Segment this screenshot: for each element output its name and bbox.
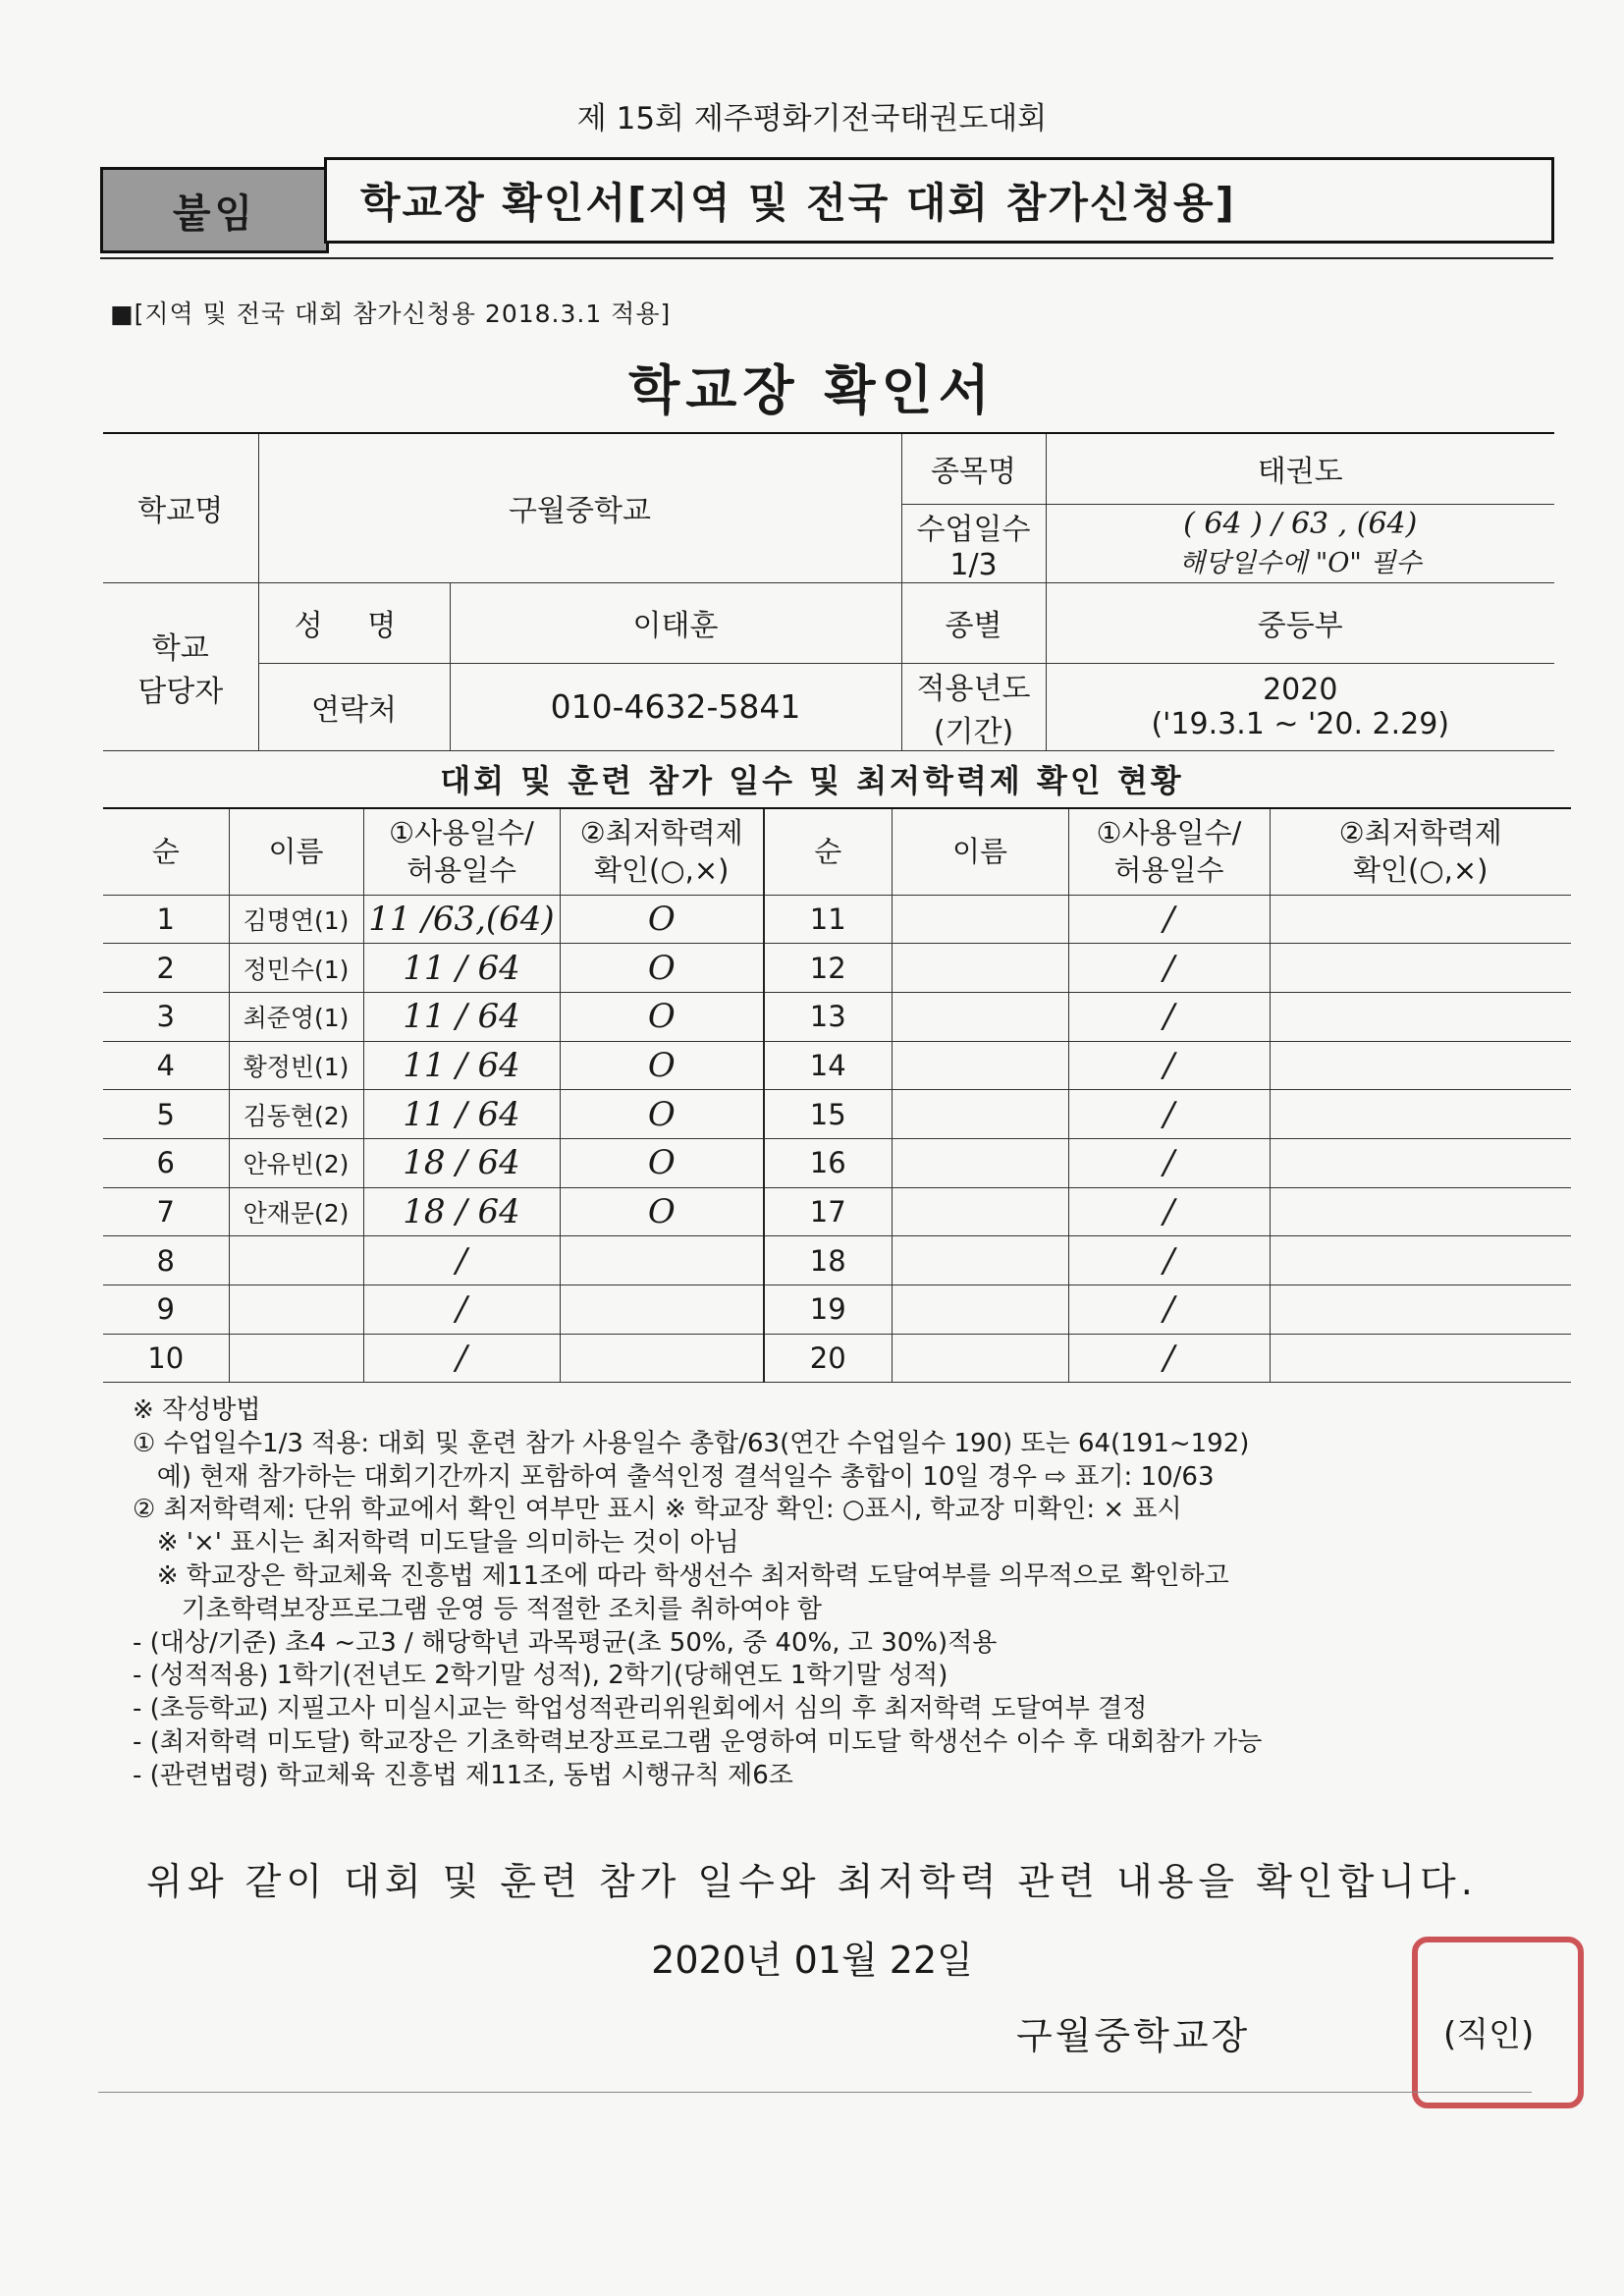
row-no: 19 [764, 1285, 892, 1335]
row-no: 8 [103, 1236, 229, 1285]
contact-group-line2: 담당자 [137, 674, 224, 709]
category-label: 종별 [901, 582, 1046, 663]
year-label-line2: (기간) [933, 714, 1014, 749]
row-no: 10 [103, 1334, 229, 1383]
row-check [1270, 895, 1571, 944]
row-check: O [560, 1090, 764, 1139]
contact-group-label [103, 582, 258, 750]
row-no: 7 [103, 1187, 229, 1236]
row-no: 12 [764, 944, 892, 993]
row-days: / [1068, 1236, 1270, 1285]
table-row [103, 1187, 1571, 1236]
row-name [892, 1236, 1068, 1285]
row-days: / [363, 1236, 560, 1285]
table-row [103, 1236, 1571, 1285]
row-no: 11 [764, 895, 892, 944]
row-no: 16 [764, 1138, 892, 1187]
header-check-2: 확인(○,×) [594, 853, 730, 888]
event-label: 종목명 [901, 433, 1046, 504]
header-no: 순 [103, 808, 229, 895]
row-no: 2 [103, 944, 229, 993]
row-no: 20 [764, 1334, 892, 1383]
row-name [892, 1334, 1068, 1383]
row-check: O [560, 1138, 764, 1187]
row-no: 5 [103, 1090, 229, 1139]
row-no: 1 [103, 895, 229, 944]
class-days-label [901, 504, 1046, 582]
row-check [1270, 1090, 1571, 1139]
event-value: 태권도 [1046, 433, 1554, 504]
row-check [1270, 1334, 1571, 1383]
class-days-label-line2: 1/3 [949, 547, 998, 582]
row-days: / [1068, 1285, 1270, 1335]
category-value: 중등부 [1046, 582, 1554, 663]
row-name: 황정빈(1) [229, 1041, 363, 1090]
class-days-label-line1: 수업일수 [916, 512, 1031, 547]
table-row [103, 1090, 1571, 1139]
header-no: 순 [764, 808, 892, 895]
header-days [1068, 808, 1270, 895]
row-check [1270, 992, 1571, 1041]
phone-value: 010-4632-5841 [450, 663, 901, 750]
row-name [892, 895, 1068, 944]
instructions [133, 1394, 1566, 1793]
name-value: 이태훈 [450, 582, 901, 663]
row-check: O [560, 1041, 764, 1090]
header-check-1: ②최저학력제 [579, 816, 743, 850]
header-days-2: 허용일수 [1113, 853, 1224, 888]
row-check: O [560, 895, 764, 944]
class-days-value [1046, 504, 1554, 582]
signing-date: 2020년 01월 22일 [651, 1939, 973, 1982]
table-row [103, 1138, 1571, 1187]
instruction-line: - (관련법령) 학교체육 진흥법 제11조, 동법 시행규칙 제6조 [133, 1760, 793, 1790]
year-label [901, 663, 1046, 750]
instruction-line: ② 최저학력제: 단위 학교에서 확인 여부만 표시 ※ 학교장 확인: ○표시, 학교장 미확인: × 표시 [133, 1495, 1182, 1525]
year-value [1046, 663, 1554, 750]
row-no: 6 [103, 1138, 229, 1187]
row-no: 18 [764, 1236, 892, 1285]
row-no: 3 [103, 992, 229, 1041]
school-info-table [103, 432, 1554, 751]
row-check [1270, 1236, 1571, 1285]
header-days-1: ①사용일수/ [1096, 816, 1242, 850]
row-check [1270, 1138, 1571, 1187]
event-title: 제 15회 제주평화기전국태권도대회 [576, 101, 1048, 137]
instruction-line: ※ 작성방법 [133, 1395, 261, 1425]
row-check: O [560, 992, 764, 1041]
instruction-line: - (초등학교) 지필고사 미실시교는 학업성적관리위원회에서 심의 후 최저학력 도달여부 결정 [133, 1694, 1148, 1724]
row-name: 김동현(2) [229, 1090, 363, 1139]
row-days: / [1068, 1187, 1270, 1236]
row-name: 최준영(1) [229, 992, 363, 1041]
row-check [560, 1334, 764, 1383]
document-heading: 학교장 확인서[지역 및 전국 대회 참가신청용] [324, 157, 1554, 244]
row-no: 14 [764, 1041, 892, 1090]
row-no: 17 [764, 1187, 892, 1236]
row-days: / [363, 1334, 560, 1383]
row-days: / [1068, 895, 1270, 944]
attachment-label: 붙임 [100, 167, 329, 253]
participation-table [103, 807, 1571, 1383]
row-check [560, 1285, 764, 1335]
row-name [892, 1285, 1068, 1335]
row-days: / [1068, 1138, 1270, 1187]
confirmation-text: 위와 같이 대회 및 훈련 참가 일수와 최저학력 관련 내용을 확인합니다. [146, 1860, 1478, 1903]
contact-group-line1: 학교 [151, 630, 209, 666]
row-name: 정민수(1) [229, 944, 363, 993]
row-days: 11 /63,(64) [363, 895, 560, 944]
row-days: 11 / 64 [363, 992, 560, 1041]
table-row [103, 1041, 1571, 1090]
row-name [229, 1236, 363, 1285]
row-days: 11 / 64 [363, 1090, 560, 1139]
header-name: 이름 [892, 808, 1068, 895]
row-days: / [1068, 1090, 1270, 1139]
instruction-line: ① 수업일수1/3 적용: 대회 및 훈련 참가 사용일수 총합/63(연간 수업일수 190) 또는 64(191~192) [133, 1428, 1250, 1458]
row-days: / [1068, 1334, 1270, 1383]
row-name: 안유빈(2) [229, 1138, 363, 1187]
instruction-line: ※ 학교장은 학교체육 진흥법 제11조에 따라 학생선수 최저학력 도달여부를 의무적으로 확인하고 [133, 1560, 1229, 1591]
row-name [892, 1187, 1068, 1236]
row-check [1270, 944, 1571, 993]
row-check [560, 1236, 764, 1285]
class-days-note: 해당일수에 "O" 필수 [1178, 548, 1422, 578]
row-no: 9 [103, 1285, 229, 1335]
row-days: / [1068, 1041, 1270, 1090]
row-name: 안재문(2) [229, 1187, 363, 1236]
table-row [103, 992, 1571, 1041]
row-days: 11 / 64 [363, 944, 560, 993]
row-name [892, 1090, 1068, 1139]
divider [98, 2092, 1532, 2093]
header-check-1: ②최저학력제 [1338, 816, 1502, 850]
school-name: 구월중학교 [258, 433, 901, 582]
divider [100, 257, 1553, 259]
year-label-line1: 적용년도 [916, 671, 1031, 706]
form-title: 학교장 확인서 [628, 359, 996, 421]
row-days: / [363, 1285, 560, 1335]
row-days: 18 / 64 [363, 1138, 560, 1187]
class-days-value-line1: ( 64 ) / 63 , (64) [1183, 507, 1418, 541]
table-row [103, 895, 1571, 944]
row-days: 18 / 64 [363, 1187, 560, 1236]
row-check: O [560, 1187, 764, 1236]
row-name [229, 1285, 363, 1335]
status-title: 대회 및 훈련 참가 일수 및 최저학력제 확인 현황 [440, 762, 1184, 799]
phone-label: 연락처 [258, 663, 450, 750]
header-check-2: 확인(○,×) [1353, 853, 1489, 888]
year-value-line1: 2020 [1263, 672, 1338, 707]
seal-label: (직인) [1443, 2015, 1535, 2054]
instruction-line: - (대상/기준) 초4 ~고3 / 해당학년 과목평균(초 50%, 중 40%, 고 30%)적용 [133, 1627, 998, 1658]
instruction-line: 예) 현재 참가하는 대회기간까지 포함하여 출석인정 결석일수 총합이 10일 경우 ⇨ 표기: 10/63 [133, 1461, 1215, 1492]
header-check [1270, 808, 1571, 895]
row-days: / [1068, 992, 1270, 1041]
name-label: 성 명 [258, 582, 450, 663]
header-days-1: ①사용일수/ [389, 816, 534, 850]
school-label: 학교명 [103, 433, 258, 582]
row-check [1270, 1041, 1571, 1090]
row-check [1270, 1285, 1571, 1335]
instruction-line: - (최저학력 미도달) 학교장은 기초학력보장프로그램 운영하여 미도달 학생선수 이수 후 대회참가 가능 [133, 1726, 1263, 1757]
row-days: / [1068, 944, 1270, 993]
row-name [892, 1041, 1068, 1090]
row-check [1270, 1187, 1571, 1236]
instruction-line: - (성적적용) 1학기(전년도 2학기말 성적), 2학기(당해연도 1학기말 성적) [133, 1661, 948, 1691]
instruction-line: 기초학력보장프로그램 운영 등 적절한 조치를 취하여야 함 [133, 1594, 822, 1624]
table-row [103, 944, 1571, 993]
row-days: 11 / 64 [363, 1041, 560, 1090]
row-no: 15 [764, 1090, 892, 1139]
row-name: 김명연(1) [229, 895, 363, 944]
row-check: O [560, 944, 764, 993]
row-name [892, 944, 1068, 993]
row-name [229, 1334, 363, 1383]
row-no: 13 [764, 992, 892, 1041]
header-check [560, 808, 764, 895]
table-row [103, 1334, 1571, 1383]
header-days [363, 808, 560, 895]
principal-title: 구월중학교장 [1016, 2014, 1251, 2057]
row-name [892, 1138, 1068, 1187]
instruction-line: ※ '×' 표시는 최저학력 미도달을 의미하는 것이 아님 [133, 1528, 739, 1558]
apply-note: ■[지역 및 전국 대회 참가신청용 2018.3.1 적용] [110, 300, 672, 328]
table-row [103, 1285, 1571, 1335]
header-days-2: 허용일수 [406, 853, 517, 888]
header-name: 이름 [229, 808, 363, 895]
row-no: 4 [103, 1041, 229, 1090]
row-name [892, 992, 1068, 1041]
year-value-line2: ('19.3.1 ~ '20. 2.29) [1151, 706, 1450, 741]
